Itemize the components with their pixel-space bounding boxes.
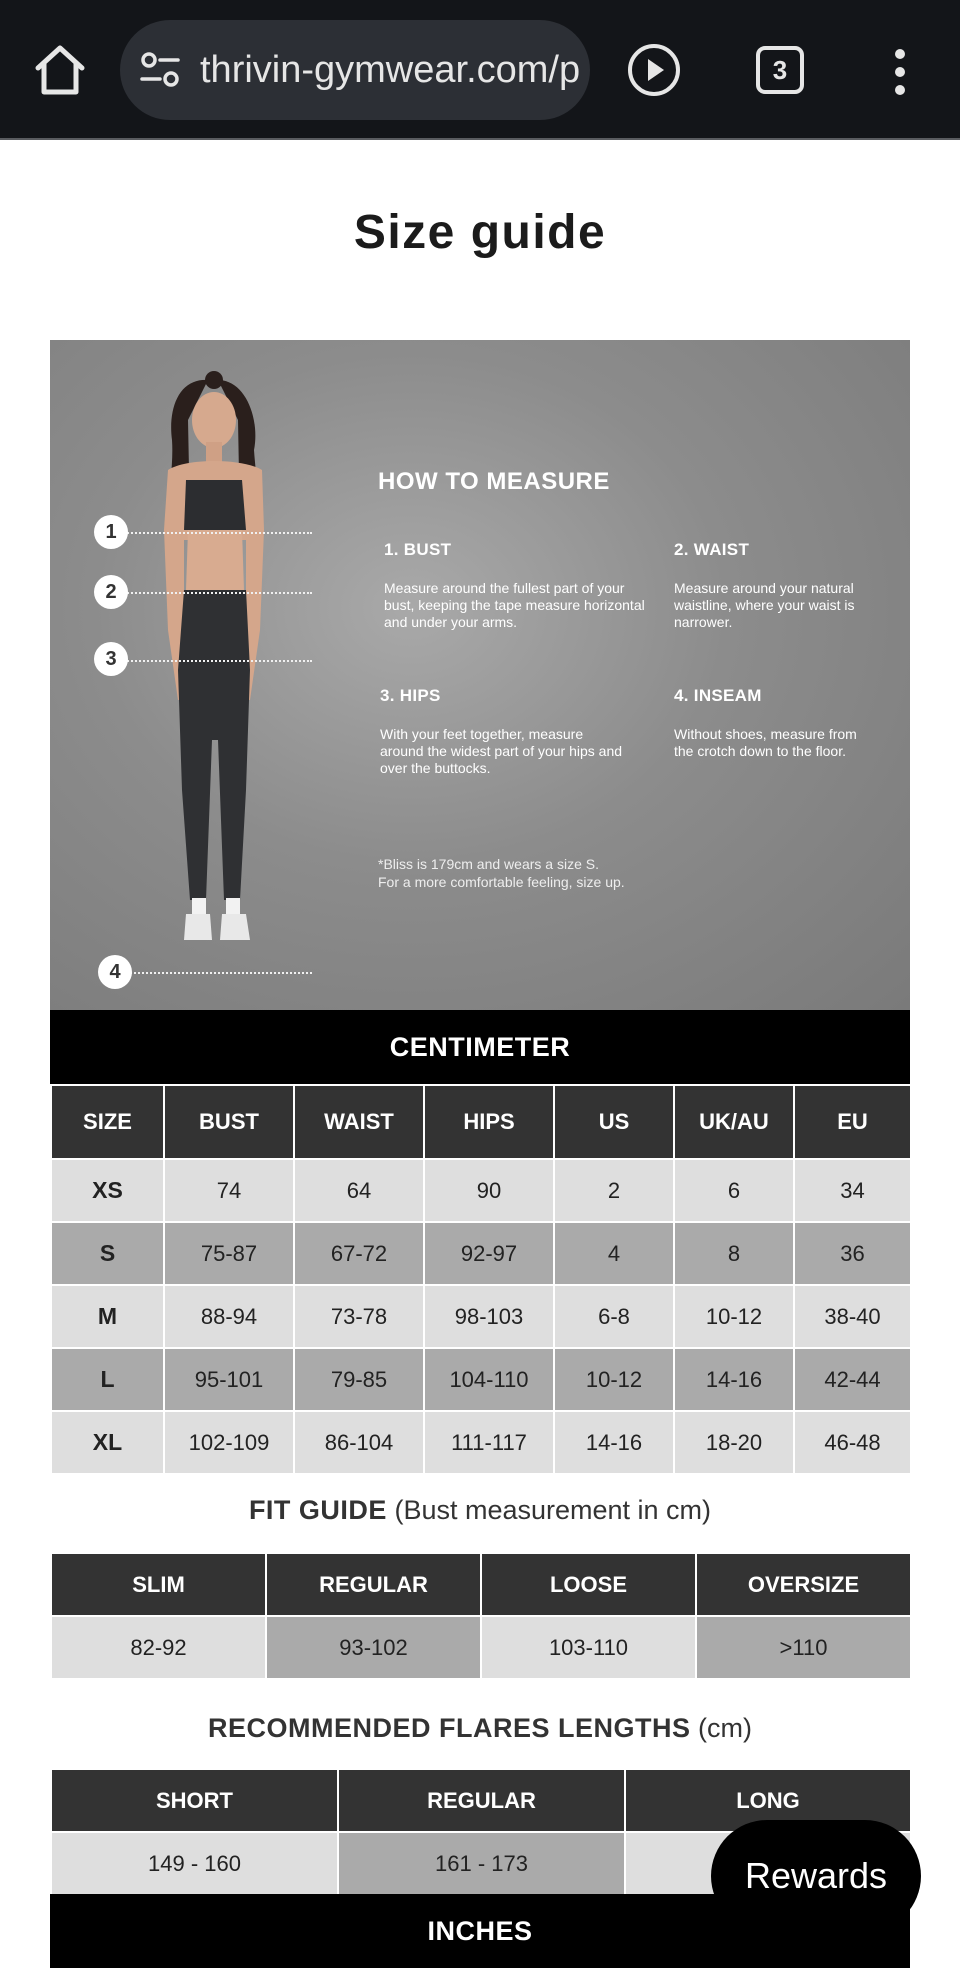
table-cell: 8	[674, 1222, 794, 1285]
table-cell: 111-117	[424, 1411, 554, 1474]
column-header: UK/AU	[674, 1085, 794, 1159]
table-row	[51, 1159, 911, 1222]
marker-waist: 2	[94, 575, 128, 609]
waist-guide-line	[120, 592, 312, 594]
column-header: EU	[794, 1085, 911, 1159]
table-cell: 36	[794, 1222, 911, 1285]
table-row	[51, 1348, 911, 1411]
flares-subtitle: (cm)	[698, 1713, 752, 1743]
fit-guide-table	[50, 1552, 912, 1680]
table-cell: 18-20	[674, 1411, 794, 1474]
url-text[interactable]: thrivin-gymwear.com/p	[200, 49, 580, 91]
table-row	[51, 1616, 911, 1679]
table-cell: 6-8	[554, 1285, 674, 1348]
table-cell: 104-110	[424, 1348, 554, 1411]
step-description: Without shoes, measure from the crotch down to the floor.	[674, 726, 857, 759]
column-header: LOOSE	[481, 1553, 696, 1616]
column-header: WAIST	[294, 1085, 424, 1159]
table-cell: 92-97	[424, 1222, 554, 1285]
table-row	[51, 1222, 911, 1285]
column-header: SIZE	[51, 1085, 164, 1159]
table-cell: 95-101	[164, 1348, 294, 1411]
step-title: 4. INSEAM	[674, 686, 762, 705]
column-header: OVERSIZE	[696, 1553, 911, 1616]
table-cell: 10-12	[554, 1348, 674, 1411]
column-header: BUST	[164, 1085, 294, 1159]
marker-bust: 1	[94, 515, 128, 549]
step-bust	[384, 540, 654, 631]
column-header: HIPS	[424, 1085, 554, 1159]
table-cell: 34	[794, 1159, 911, 1222]
step-description: Measure around your natural waistline, where your waist is narrower.	[674, 580, 855, 630]
table-header-row	[51, 1085, 911, 1159]
model-size-note-line: *Bliss is 179cm and wears a size S.	[378, 856, 599, 872]
how-to-measure-heading: HOW TO MEASURE	[378, 468, 610, 495]
browser-toolbar	[0, 0, 960, 140]
rewards-button[interactable]: Rewards	[711, 1820, 921, 1932]
hips-guide-line	[120, 660, 312, 662]
size-cell: XS	[51, 1159, 164, 1222]
step-title: 3. HIPS	[380, 686, 441, 705]
table-cell: 82-92	[51, 1616, 266, 1679]
centimeter-header: CENTIMETER	[50, 1010, 910, 1084]
step-hips	[380, 686, 630, 777]
table-row	[51, 1285, 911, 1348]
table-cell: 75-87	[164, 1222, 294, 1285]
address-bar[interactable]	[120, 20, 590, 120]
flares-caption	[0, 1713, 960, 1744]
table-cell: 14-16	[554, 1411, 674, 1474]
table-cell: 93-102	[266, 1616, 481, 1679]
table-cell: 88-94	[164, 1285, 294, 1348]
table-cell: 42-44	[794, 1348, 911, 1411]
marker-inseam: 4	[98, 955, 132, 989]
table-cell: 14-16	[674, 1348, 794, 1411]
tabs-icon[interactable]: 3	[756, 46, 804, 94]
table-cell: 64	[294, 1159, 424, 1222]
table-cell: >110	[696, 1616, 911, 1679]
table-cell: 86-104	[294, 1411, 424, 1474]
size-cell: L	[51, 1348, 164, 1411]
fit-guide-title: FIT GUIDE	[248, 1495, 387, 1525]
page-title: Size guide	[353, 206, 607, 259]
model-size-note	[378, 855, 708, 891]
column-header: REGULAR	[266, 1553, 481, 1616]
table-cell: 2	[554, 1159, 674, 1222]
model-size-note-line: For a more comfortable feeling, size up.	[378, 874, 625, 890]
table-cell: 10-12	[674, 1285, 794, 1348]
fit-guide-caption	[0, 1495, 960, 1526]
step-title: 2. WAIST	[674, 540, 750, 559]
column-header: SHORT	[51, 1769, 338, 1832]
table-cell: 6	[674, 1159, 794, 1222]
play-circle-icon[interactable]	[626, 42, 682, 98]
table-cell: 79-85	[294, 1348, 424, 1411]
table-cell: 103-110	[481, 1616, 696, 1679]
inches-header: INCHES	[50, 1894, 910, 1968]
table-cell: 74	[164, 1159, 294, 1222]
fit-guide-subtitle: (Bust measurement in cm)	[394, 1495, 712, 1525]
model-figure	[50, 340, 350, 1010]
more-vert-icon[interactable]	[882, 44, 918, 100]
size-cell: M	[51, 1285, 164, 1348]
flares-title: RECOMMENDED FLARES LENGTHS	[207, 1713, 691, 1743]
step-inseam	[674, 686, 864, 760]
table-row	[51, 1411, 911, 1474]
table-header-row	[51, 1553, 911, 1616]
size-cell: S	[51, 1222, 164, 1285]
how-to-measure-panel	[50, 340, 910, 1010]
column-header: REGULAR	[338, 1769, 625, 1832]
table-cell: 4	[554, 1222, 674, 1285]
step-description: Measure around the fullest part of your bust, keeping the tape measure horizontal and under your arms.	[384, 580, 645, 630]
table-cell: 102-109	[164, 1411, 294, 1474]
column-header: SLIM	[51, 1553, 266, 1616]
bust-guide-line	[120, 532, 312, 534]
table-cell: 90	[424, 1159, 554, 1222]
table-cell: 46-48	[794, 1411, 911, 1474]
marker-hips: 3	[94, 642, 128, 676]
step-title: 1. BUST	[384, 540, 452, 559]
table-cell: 38-40	[794, 1285, 911, 1348]
table-cell: 161 - 173	[338, 1832, 625, 1895]
home-icon[interactable]	[30, 40, 90, 100]
column-header: US	[554, 1085, 674, 1159]
site-settings-icon[interactable]	[140, 52, 180, 88]
column-header: LONG	[625, 1769, 911, 1832]
size-cell: XL	[51, 1411, 164, 1474]
table-cell: 98-103	[424, 1285, 554, 1348]
step-waist	[674, 540, 864, 631]
table-cell: 73-78	[294, 1285, 424, 1348]
table-cell: 67-72	[294, 1222, 424, 1285]
inseam-guide-line	[130, 972, 312, 974]
step-description: With your feet together, measure around the widest part of your hips and over the buttocks.	[380, 726, 623, 776]
centimeter-size-table	[50, 1084, 912, 1475]
table-cell: 149 - 160	[51, 1832, 338, 1895]
